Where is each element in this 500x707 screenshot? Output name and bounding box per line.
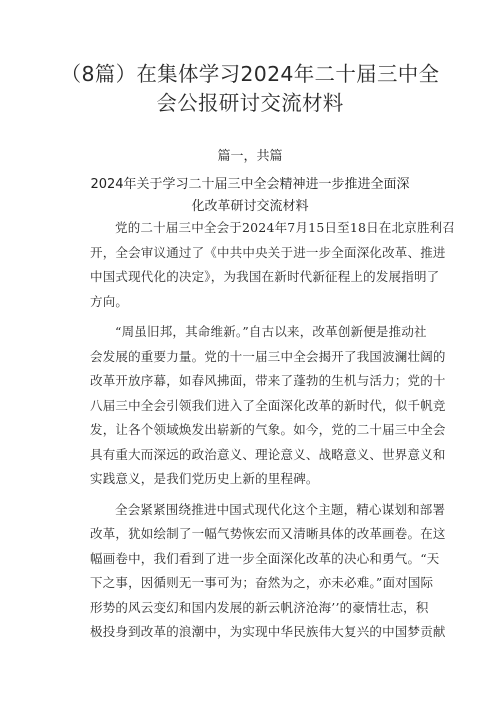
paragraph-2 bbox=[90, 320, 446, 492]
text-line: 极投身到改革的浪潮中，为实现中华民族伟大复兴的中国梦贡献 bbox=[90, 624, 446, 639]
part-label: 篇一，共篇 bbox=[217, 149, 283, 164]
text-line: 改革，犹如绘制了一幅气势恢宏而又清晰具体的改革画卷。在这 bbox=[90, 526, 446, 541]
text-line: 形势的风云变幻和国内发展的新云帆济沧海’’的豪情壮志，积 bbox=[90, 599, 429, 615]
body-text bbox=[90, 216, 456, 651]
text-line: 幅画卷中，我们看到了进一步全面深化改革的决心和勇气。“天 bbox=[90, 550, 440, 566]
section-subtitle bbox=[70, 174, 430, 218]
text-line: 八届三中全会引领我们进入了全面深化改革的新时代，似千帆竞 bbox=[90, 397, 446, 413]
text-line: 改革开放序幕，如春风拂面，带来了蓬勃的生机与活力；党的十 bbox=[90, 373, 446, 388]
text-line: 全会紧紧围绕推进中国式现代化这个主题，精心谋划和部署 bbox=[115, 501, 446, 517]
paragraph-1 bbox=[90, 216, 456, 314]
text-line: 方向。 bbox=[90, 293, 129, 309]
text-line: 实践意义，是我们党历史上新的里程碑。 bbox=[90, 471, 319, 486]
text-line: 中国式现代化的决定》，为我国在新时代新征程上的发展指明了 bbox=[90, 269, 440, 284]
document-title-line-1: （8篇）在集体学习2024年二十届三中全 bbox=[60, 62, 440, 86]
text-line: 下之事，因循则无一事可为；奋然为之，亦未必难。”面对国际 bbox=[90, 575, 434, 590]
section-subtitle-line-1: 2024年关于学习二十届三中全会精神进一步推进全面深 bbox=[90, 177, 410, 192]
section-subtitle-line-2: 化改革研讨交流材料 bbox=[191, 199, 309, 214]
paragraph-3 bbox=[90, 498, 446, 645]
text-line: 会发展的重要力量。党的十一届三中全会揭开了我国波澜壮阔的 bbox=[90, 348, 446, 364]
text-line: 具有重大而深远的政治意义、理论意义、战略意义、世界意义和 bbox=[90, 446, 446, 462]
document-title bbox=[60, 60, 440, 118]
text-line: “周虽旧邦，其命维新。”自古以来，改革创新便是推动社 bbox=[115, 324, 427, 339]
document-title-line-2: 会公报研讨交流材料 bbox=[156, 91, 344, 115]
text-line: 发，让各个领域焕发出崭新的气象。如今，党的二十届三中全会 bbox=[90, 422, 446, 437]
text-line: 开，全会审议通过了《中共中央关于进一步全面深化改革、推进 bbox=[90, 244, 446, 260]
text-line: 党的二十届三中全会于2024年7月15日至18日在北京胜利召 bbox=[115, 220, 456, 235]
